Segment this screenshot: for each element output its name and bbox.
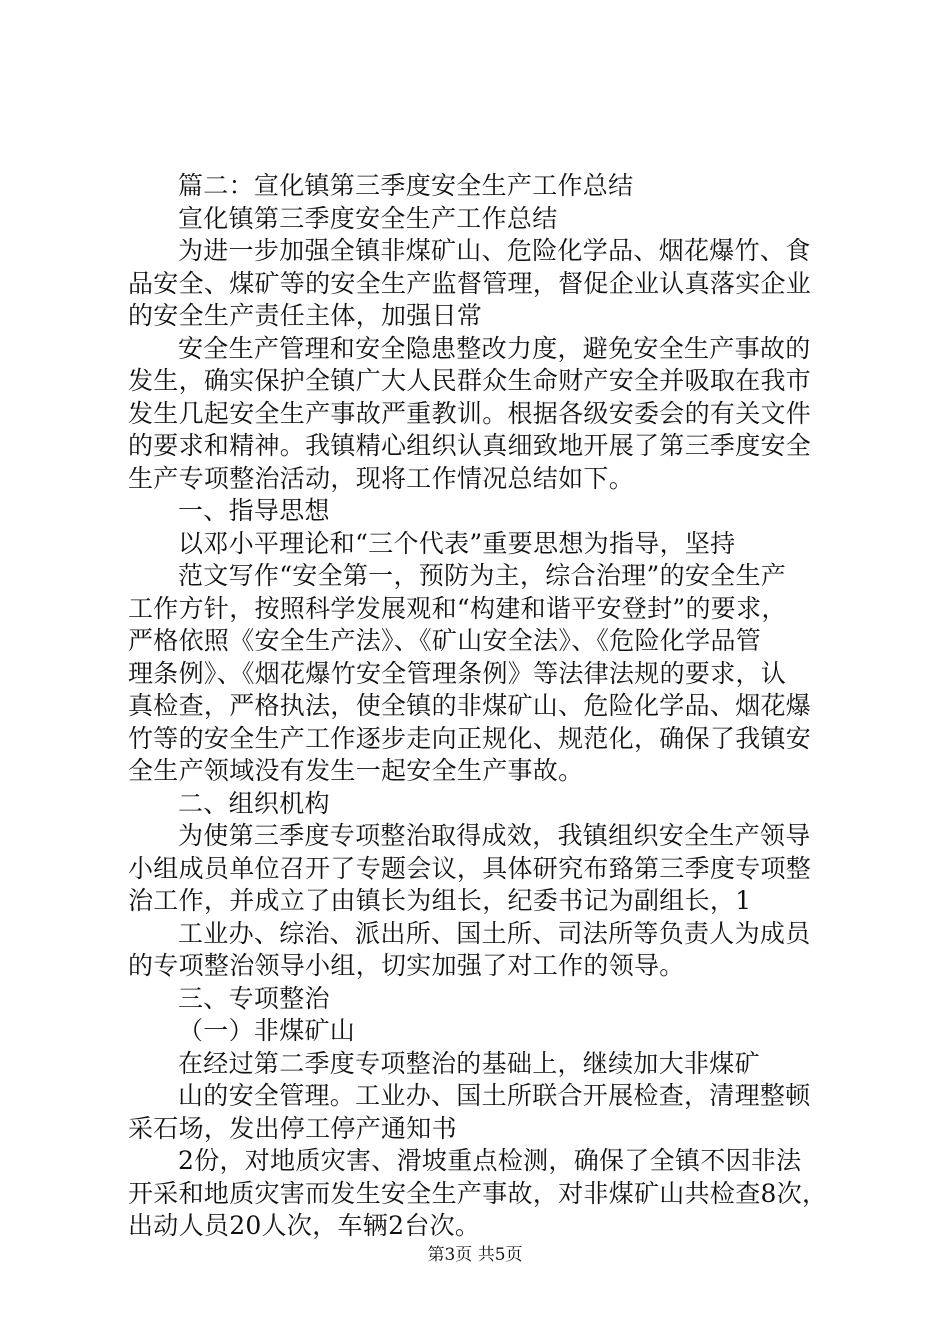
text-line: 三、专项整治 xyxy=(178,983,330,1013)
text-line: 的专项整治领导小组，切实加强了对工作的领导。 xyxy=(128,951,685,980)
text-line: 工作方针，按照科学发展观和“构建和谐平安登封”的要求， xyxy=(128,593,787,623)
page-footer: 第3页 共5页 xyxy=(427,1245,523,1265)
text-line: 为进一步加强全镇非煤矿山、危险化学品、烟花爆竹、食 xyxy=(178,236,811,265)
text-line: 篇二：宣化镇第三季度安全生产工作总结 xyxy=(178,171,634,200)
text-line: 的安全生产责任主体，加强日常 xyxy=(128,301,483,330)
text-line: 品安全、煤矿等的安全生产监督管理，督促企业认真落实企业 xyxy=(128,268,812,298)
text-line: 生产专项整治活动，现将工作情况总结如下。 xyxy=(128,463,635,493)
document-body xyxy=(128,170,828,1243)
text-line: 范文写作“安全第一，预防为主，综合治理”的安全生产 xyxy=(178,561,787,590)
text-line: 二、组织机构 xyxy=(178,788,330,818)
text-line: 开采和地质灾害而发生安全生产事故，对非煤矿山共检查8次， xyxy=(128,1178,828,1208)
text-line: 一、指导思想 xyxy=(178,496,330,525)
text-line: （一）非煤矿山 xyxy=(178,1016,356,1045)
text-line: 宣化镇第三季度安全生产工作总结 xyxy=(178,203,558,233)
text-line: 小组成员单位召开了专题会议，具体研究布臵第三季度专项整 xyxy=(128,853,812,883)
text-line: 真检查，严格执法，使全镇的非煤矿山、危险化学品、烟花爆 xyxy=(128,691,812,720)
text-line: 治工作，并成立了由镇长为组长，纪委书记为副组长，1 xyxy=(128,886,752,915)
text-line: 为使第三季度专项整治取得成效，我镇组织安全生产领导 xyxy=(178,821,811,850)
text-line: 采石场，发出停工停产通知书 xyxy=(128,1113,457,1143)
text-line: 在经过第二季度专项整治的基础上，继续加大非煤矿 xyxy=(178,1048,760,1078)
text-line: 全生产领域没有发生一起安全生产事故。 xyxy=(128,756,584,785)
text-line: 山的安全管理。工业办、国土所联合开展检查，清理整顿 xyxy=(178,1081,811,1110)
text-line: 竹等的安全生产工作逐步走向正规化、规范化，确保了我镇安 xyxy=(128,723,812,753)
text-line: 严格依照《安全生产法》、《矿山安全法》、《危险化学品管 xyxy=(128,626,762,655)
text-line: 理条例》、《烟花爆竹安全管理条例》等法律法规的要求，认 xyxy=(128,658,787,688)
text-line: 以邓小平理论和“三个代表”重要思想为指导，坚持 xyxy=(178,528,736,558)
text-line: 2份，对地质灾害、滑坡重点检测，确保了全镇不因非法 xyxy=(178,1146,802,1175)
text-line: 出动人员20人次，车辆2台次。 xyxy=(128,1211,481,1240)
text-line: 工业办、综治、派出所、国土所、司法所等负责人为成员 xyxy=(178,918,811,948)
text-line: 的要求和精神。我镇精心组织认真细致地开展了第三季度安全 xyxy=(128,431,812,460)
text-line: 发生几起安全生产事故严重教训。根据各级安委会的有关文件 xyxy=(128,398,812,428)
text-line: 安全生产管理和安全隐患整改力度，避免安全生产事故的 xyxy=(178,333,811,363)
text-line: 发生，确实保护全镇广大人民群众生命财产安全并吸取在我市 xyxy=(128,366,812,395)
